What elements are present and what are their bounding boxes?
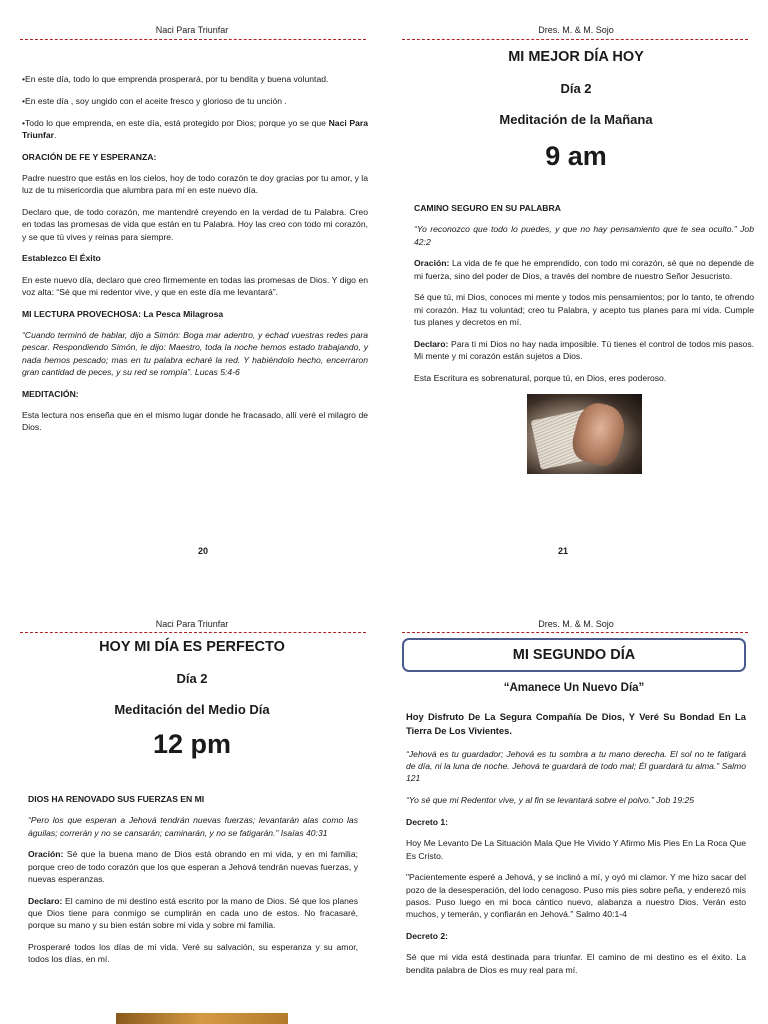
paragraph-2: Sé que tú, mi Dios, conoces mi mente y todos mis pensamientos; por lo tanto, te ofrendo mi corazón. Haz tu voluntad; creo tu Palabra, y acepto tus planes para mi vida. Cumple tus planes y decretos en mí.: [414, 292, 754, 328]
page-title: MI MEJOR DÍA HOY: [508, 49, 644, 65]
decreto-1-paragraph: Hoy Me Levanto De La Situación Mala Que He Vivido Y Afirmo Mis Pies En La Roca Que Es Cristo.: [406, 838, 746, 861]
verse-2: “Yo sé que mi Redentor vive, y al fin se levantará sobre el polvo.” Job 19:25: [406, 795, 695, 806]
decreto-1-heading: Decreto 1:: [406, 816, 449, 827]
running-header: Dres. M. & M. Sojo: [538, 25, 614, 35]
exito-paragraph: En este nuevo día, declaro que creo firmemente en todas las promesas de Dios. Y digo en voz alta: “Sé que mi redentor vive, y que en este día me levantará”.: [22, 274, 368, 298]
decorative-image-strip: [116, 1013, 288, 1024]
declaro-paragraph: Declaro: Para ti mi Dios no hay nada imposible. Tú tienes el control de todos mis pasos. Mi mente y mi corazón están sujetos a Dios.: [414, 338, 754, 362]
paragraph-4: Prosperaré todos los días de mi vida. Veré su salvación, su esperanza y su amor, todos los días, en mí.: [28, 942, 358, 965]
page-subtitle: “Amanece Un Nuevo Día”: [503, 682, 645, 694]
page-bottom-right: [384, 512, 768, 1024]
page-body: [22, 73, 368, 443]
exito-heading: Establezco El Éxito: [22, 253, 101, 264]
paragraph-4: Esta Escritura es sobrenatural, porque tú, en Dios, eres poderoso.: [414, 372, 667, 383]
day-label: Día 2: [176, 671, 208, 686]
day-label: Día 2: [560, 81, 592, 96]
bold-intro: Hoy Disfruto De La Segura Compañía De Dios, Y Veré Su Bondad En La Tierra De Los Vivientes.: [406, 711, 746, 737]
header-divider: [20, 632, 366, 633]
running-header: Dres. M. & M. Sojo: [538, 619, 614, 629]
page-title: HOY MI DÍA ES PERFECTO: [99, 639, 285, 655]
oracion-paragraph: Oración: Sé que la buena mano de Dios está obrando en mi vida, y en mi familia; porque creo de todo corazón que los que esperan a Jehová tendrán nuevas fuerzas, y nuevas esperanzas.: [28, 849, 358, 884]
page-bottom-left: [0, 512, 384, 1024]
praying-hands-bible-image: [527, 394, 642, 474]
lectura-heading: MI LECTURA PROVECHOSA: La Pesca Milagrosa: [22, 308, 224, 319]
meditacion-heading: MEDITACIÓN:: [22, 388, 79, 399]
page-body: [402, 638, 746, 985]
section-heading: DIOS HA RENOVADO SUS FUERZAS EN MI: [28, 794, 205, 804]
bullet-3: •Todo lo que emprenda, en este día, está protegido por Dios; porque yo se que Naci Para Triunfar.: [22, 117, 368, 140]
meditation-subtitle: Meditación de la Mañana: [499, 112, 653, 127]
decreto-2-paragraph: Sé que mi vida está destinada para triunfar. El camino de mi destino es el éxito. La bendita palabra de Dios es muy real para mí.: [406, 952, 746, 975]
verse: “Pero los que esperan a Jehová tendrán nuevas fuerzas; levantarán alas como las águilas; correrán y no se cansarán; caminarán, y no se fatigarán.” Isaías 40:31: [28, 815, 358, 838]
header-divider: [402, 39, 748, 40]
running-header: Naci Para Triunfar: [155, 619, 229, 629]
page-title-box: MI SEGUNDO DÍA: [402, 638, 746, 672]
header-divider: [402, 632, 748, 633]
page-number: 21: [558, 546, 569, 556]
bullet-1: •En este día, todo lo que emprenda prosperará, por tu bendita y buena voluntad.: [22, 74, 329, 84]
page-21: [384, 0, 768, 556]
lectura-verse: “Cuando terminó de hablar, dijo a Simón: Boga mar adentro, y echad vuestras redes para pescar. Respondiendo Simón, le dijo: Maestro, toda la noche hemos estado trabajando, y nada hemos pescado; mas en tu palabra echaré la red. Y habiéndolo hecho, encerraron gran cantidad de peces, y su red se rompía”. Lucas 5:4-6: [22, 330, 368, 378]
time-label: 12 pm: [152, 729, 232, 759]
page-body: [28, 793, 358, 975]
meditacion-paragraph: Esta lectura nos enseña que en el mismo lugar donde he fracasado, allí veré el milagro de Dios.: [22, 410, 368, 433]
decreto-2-heading: Decreto 2:: [406, 931, 449, 942]
section-heading: CAMINO SEGURO EN SU PALABRA: [414, 203, 561, 213]
verse: “Yo reconozco que todo lo puedes, y que no hay pensamiento que te sea oculto.” Job 42:2: [414, 224, 754, 247]
running-header: Naci Para Triunfar: [155, 25, 229, 35]
bullet-2: •En este día , soy ungido con el aceite fresco y glorioso de tu unción .: [22, 95, 287, 106]
oracion-heading: ORACIÓN DE FE Y ESPERANZA:: [22, 151, 157, 162]
meditation-subtitle: Meditación del Medio Día: [114, 702, 270, 717]
time-label: 9 am: [545, 141, 607, 171]
psalm-quote: "Pacientemente esperé a Jehová, y se inclinó a mí, y oyó mi clamor. Y me hizo sacar del pozo de la desesperación, del lodo cenagoso. Puso mis pies sobre peña, y enderezó mis pasos. Puso luego en mi boca cántico nuevo, alabanza a nuestro Dios. Verán esto muchos, y temerán, y confiarán en Jehová." Salmo 40:1-4: [406, 872, 746, 920]
oracion-paragraph-1: Padre nuestro que estás en los cielos, hoy de todo corazón te doy gracias por tu amor, y la luz de tu misericordia que alumbra para mí en este nuevo día.: [22, 172, 368, 196]
declaro-paragraph: Declaro: El camino de mi destino está escrito por la mano de Dios. Sé que los planes que Dios tiene para conmigo se cumplirán en cada uno de estos. No fracasaré, porque su mano y su bien están sobre mi vida y sobre mi familia.: [28, 895, 358, 931]
page-20: [0, 0, 384, 556]
verse-1: “Jehová es tu guardador; Jehová es tu sombra a tu mano derecha. El sol no te fatigará de día, ni la luna de noche. Jehová te guardará de todo mal; Él guardará tu alma.” Salmo 121: [406, 748, 746, 784]
page-body: [414, 202, 754, 474]
header-divider: [20, 39, 366, 40]
page-number: 20: [198, 546, 209, 556]
oracion-paragraph: Oración: La vida de fe que he emprendido, con todo mi corazón, sé que no depende de mi fuerza, sino del poder de Dios, a través del nombre de nuestro Señor Jesucristo.: [414, 258, 754, 281]
oracion-paragraph-2: Declaro que, de todo corazón, me mantendré creyendo en la verdad de tu Palabra. Creo en todas las promesas de vida que están en tu Palabra. Hoy las creo con todo mi corazón, y se que tú vives y reinas para siempre.: [22, 207, 368, 242]
